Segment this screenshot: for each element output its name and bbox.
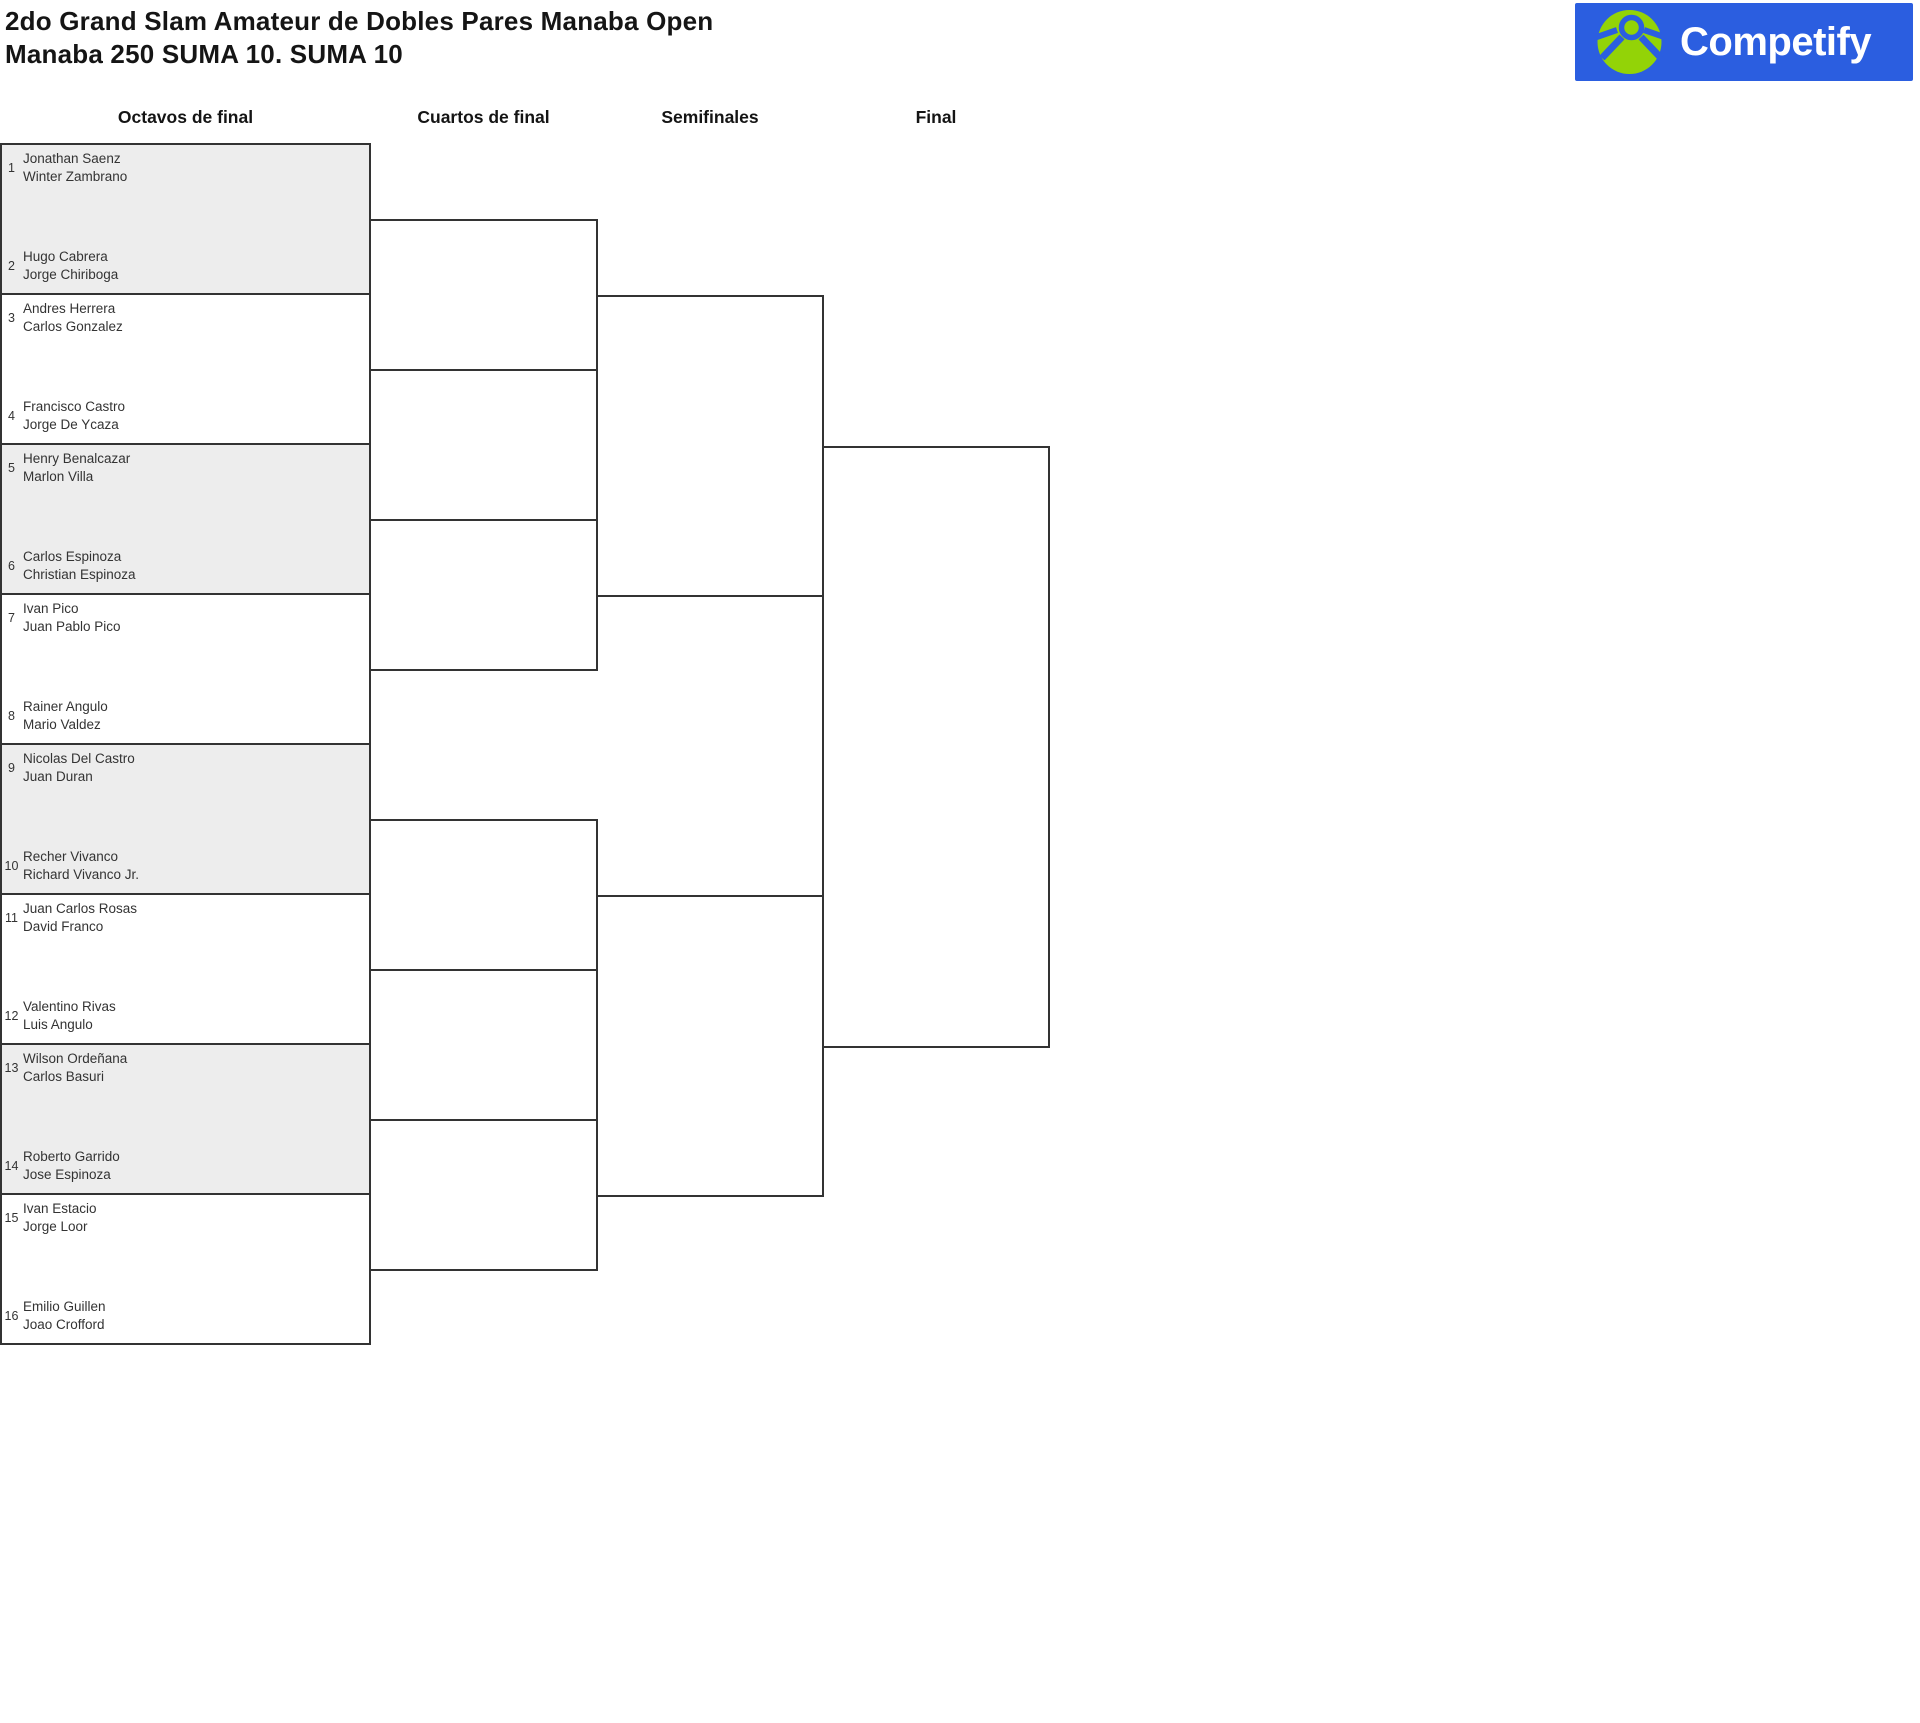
match-4[interactable] — [0, 593, 371, 745]
seed-number: 13 — [4, 1061, 19, 1075]
match-3[interactable] — [0, 443, 371, 595]
player-name: Recher Vivanco — [23, 849, 119, 864]
semifinal-slot-2 — [596, 895, 824, 1197]
player-name: Roberto Garrido — [23, 1149, 120, 1164]
semifinal-slot-1 — [596, 295, 824, 597]
seed-number: 6 — [8, 559, 15, 573]
competify-person-icon — [1596, 9, 1664, 75]
round-header-octavos: Octavos de final — [117, 107, 254, 127]
seed-number: 11 — [5, 911, 18, 925]
match-2[interactable] — [0, 293, 371, 445]
player-name: Rainer Angulo — [23, 699, 108, 714]
team-seed-16 — [4, 1298, 365, 1334]
title-line-1: 2do Grand Slam Amateur de Dobles Pares Manaba Open — [5, 6, 714, 36]
player-name: Wilson Ordeñana — [23, 1051, 128, 1066]
player-name: David Franco — [23, 919, 104, 934]
player-name: Francisco Castro — [23, 399, 126, 414]
player-name: Juan Duran — [23, 769, 93, 784]
team-seed-3 — [4, 300, 365, 336]
seed-number: 15 — [4, 1211, 19, 1225]
team-seed-9 — [4, 750, 365, 786]
round-header-final: Final — [915, 107, 957, 127]
player-name: Joao Crofford — [23, 1317, 105, 1332]
player-name: Jose Espinoza — [23, 1167, 111, 1182]
match-8[interactable] — [0, 1193, 371, 1345]
player-name: Henry Benalcazar — [23, 451, 131, 466]
team-seed-7 — [4, 600, 365, 636]
seed-number: 16 — [4, 1309, 19, 1323]
team-seed-8 — [4, 698, 365, 734]
player-name: Emilio Guillen — [23, 1299, 106, 1314]
page-title — [5, 5, 713, 71]
quarterfinal-slot-3 — [369, 819, 598, 971]
match-6[interactable] — [0, 893, 371, 1045]
competify-logo-text: Competify — [1680, 20, 1872, 64]
match-1[interactable] — [0, 143, 371, 295]
team-seed-2 — [4, 248, 365, 284]
seed-number: 14 — [4, 1159, 19, 1173]
player-name: Juan Carlos Rosas — [23, 901, 138, 916]
player-name: Mario Valdez — [23, 717, 101, 732]
seed-number: 1 — [8, 161, 15, 175]
seed-number: 8 — [8, 709, 15, 723]
quarterfinal-slot-4 — [369, 1119, 598, 1271]
player-name: Christian Espinoza — [23, 567, 136, 582]
team-seed-4 — [4, 398, 365, 434]
team-seed-6 — [4, 548, 365, 584]
team-seed-14 — [4, 1148, 365, 1184]
quarterfinal-slot-1 — [369, 219, 598, 371]
player-name: Ivan Pico — [23, 601, 79, 616]
player-name: Carlos Basuri — [23, 1069, 105, 1084]
player-name: Jorge Chiriboga — [23, 267, 119, 282]
team-seed-11 — [4, 900, 365, 936]
match-5[interactable] — [0, 743, 371, 895]
player-name: Marlon Villa — [23, 469, 94, 484]
player-name: Jonathan Saenz — [23, 151, 121, 166]
match-7[interactable] — [0, 1043, 371, 1195]
team-seed-15 — [4, 1200, 365, 1236]
round-header-cuartos: Cuartos de final — [417, 107, 550, 127]
seed-number: 12 — [4, 1009, 19, 1023]
player-name: Jorge De Ycaza — [23, 417, 119, 432]
player-name: Ivan Estacio — [23, 1201, 97, 1216]
player-name: Carlos Gonzalez — [23, 319, 123, 334]
player-name: Winter Zambrano — [23, 169, 128, 184]
seed-number: 7 — [8, 611, 15, 625]
player-name: Juan Pablo Pico — [23, 619, 121, 634]
competify-logo[interactable] — [1575, 3, 1913, 81]
player-name: Valentino Rivas — [23, 999, 116, 1014]
team-seed-13 — [4, 1050, 365, 1086]
player-name: Carlos Espinoza — [23, 549, 122, 564]
player-name: Jorge Loor — [23, 1219, 88, 1234]
team-seed-12 — [4, 998, 365, 1034]
player-name: Luis Angulo — [23, 1017, 93, 1032]
seed-number: 5 — [8, 461, 15, 475]
team-seed-5 — [4, 450, 365, 486]
team-seed-10 — [4, 848, 365, 884]
player-name: Nicolas Del Castro — [23, 751, 135, 766]
final-slot — [822, 446, 1050, 1048]
round-header-semifinales: Semifinales — [661, 107, 759, 127]
player-name: Hugo Cabrera — [23, 249, 108, 264]
seed-number: 9 — [8, 761, 15, 775]
team-seed-1 — [4, 150, 365, 186]
player-name: Andres Herrera — [23, 301, 116, 316]
seed-number: 2 — [8, 259, 15, 273]
seed-number: 10 — [4, 859, 19, 873]
quarterfinal-slot-2 — [369, 519, 598, 671]
seed-number: 4 — [8, 409, 15, 423]
title-line-2: Manaba 250 SUMA 10. SUMA 10 — [5, 39, 403, 69]
player-name: Richard Vivanco Jr. — [23, 867, 140, 882]
seed-number: 3 — [8, 311, 15, 325]
